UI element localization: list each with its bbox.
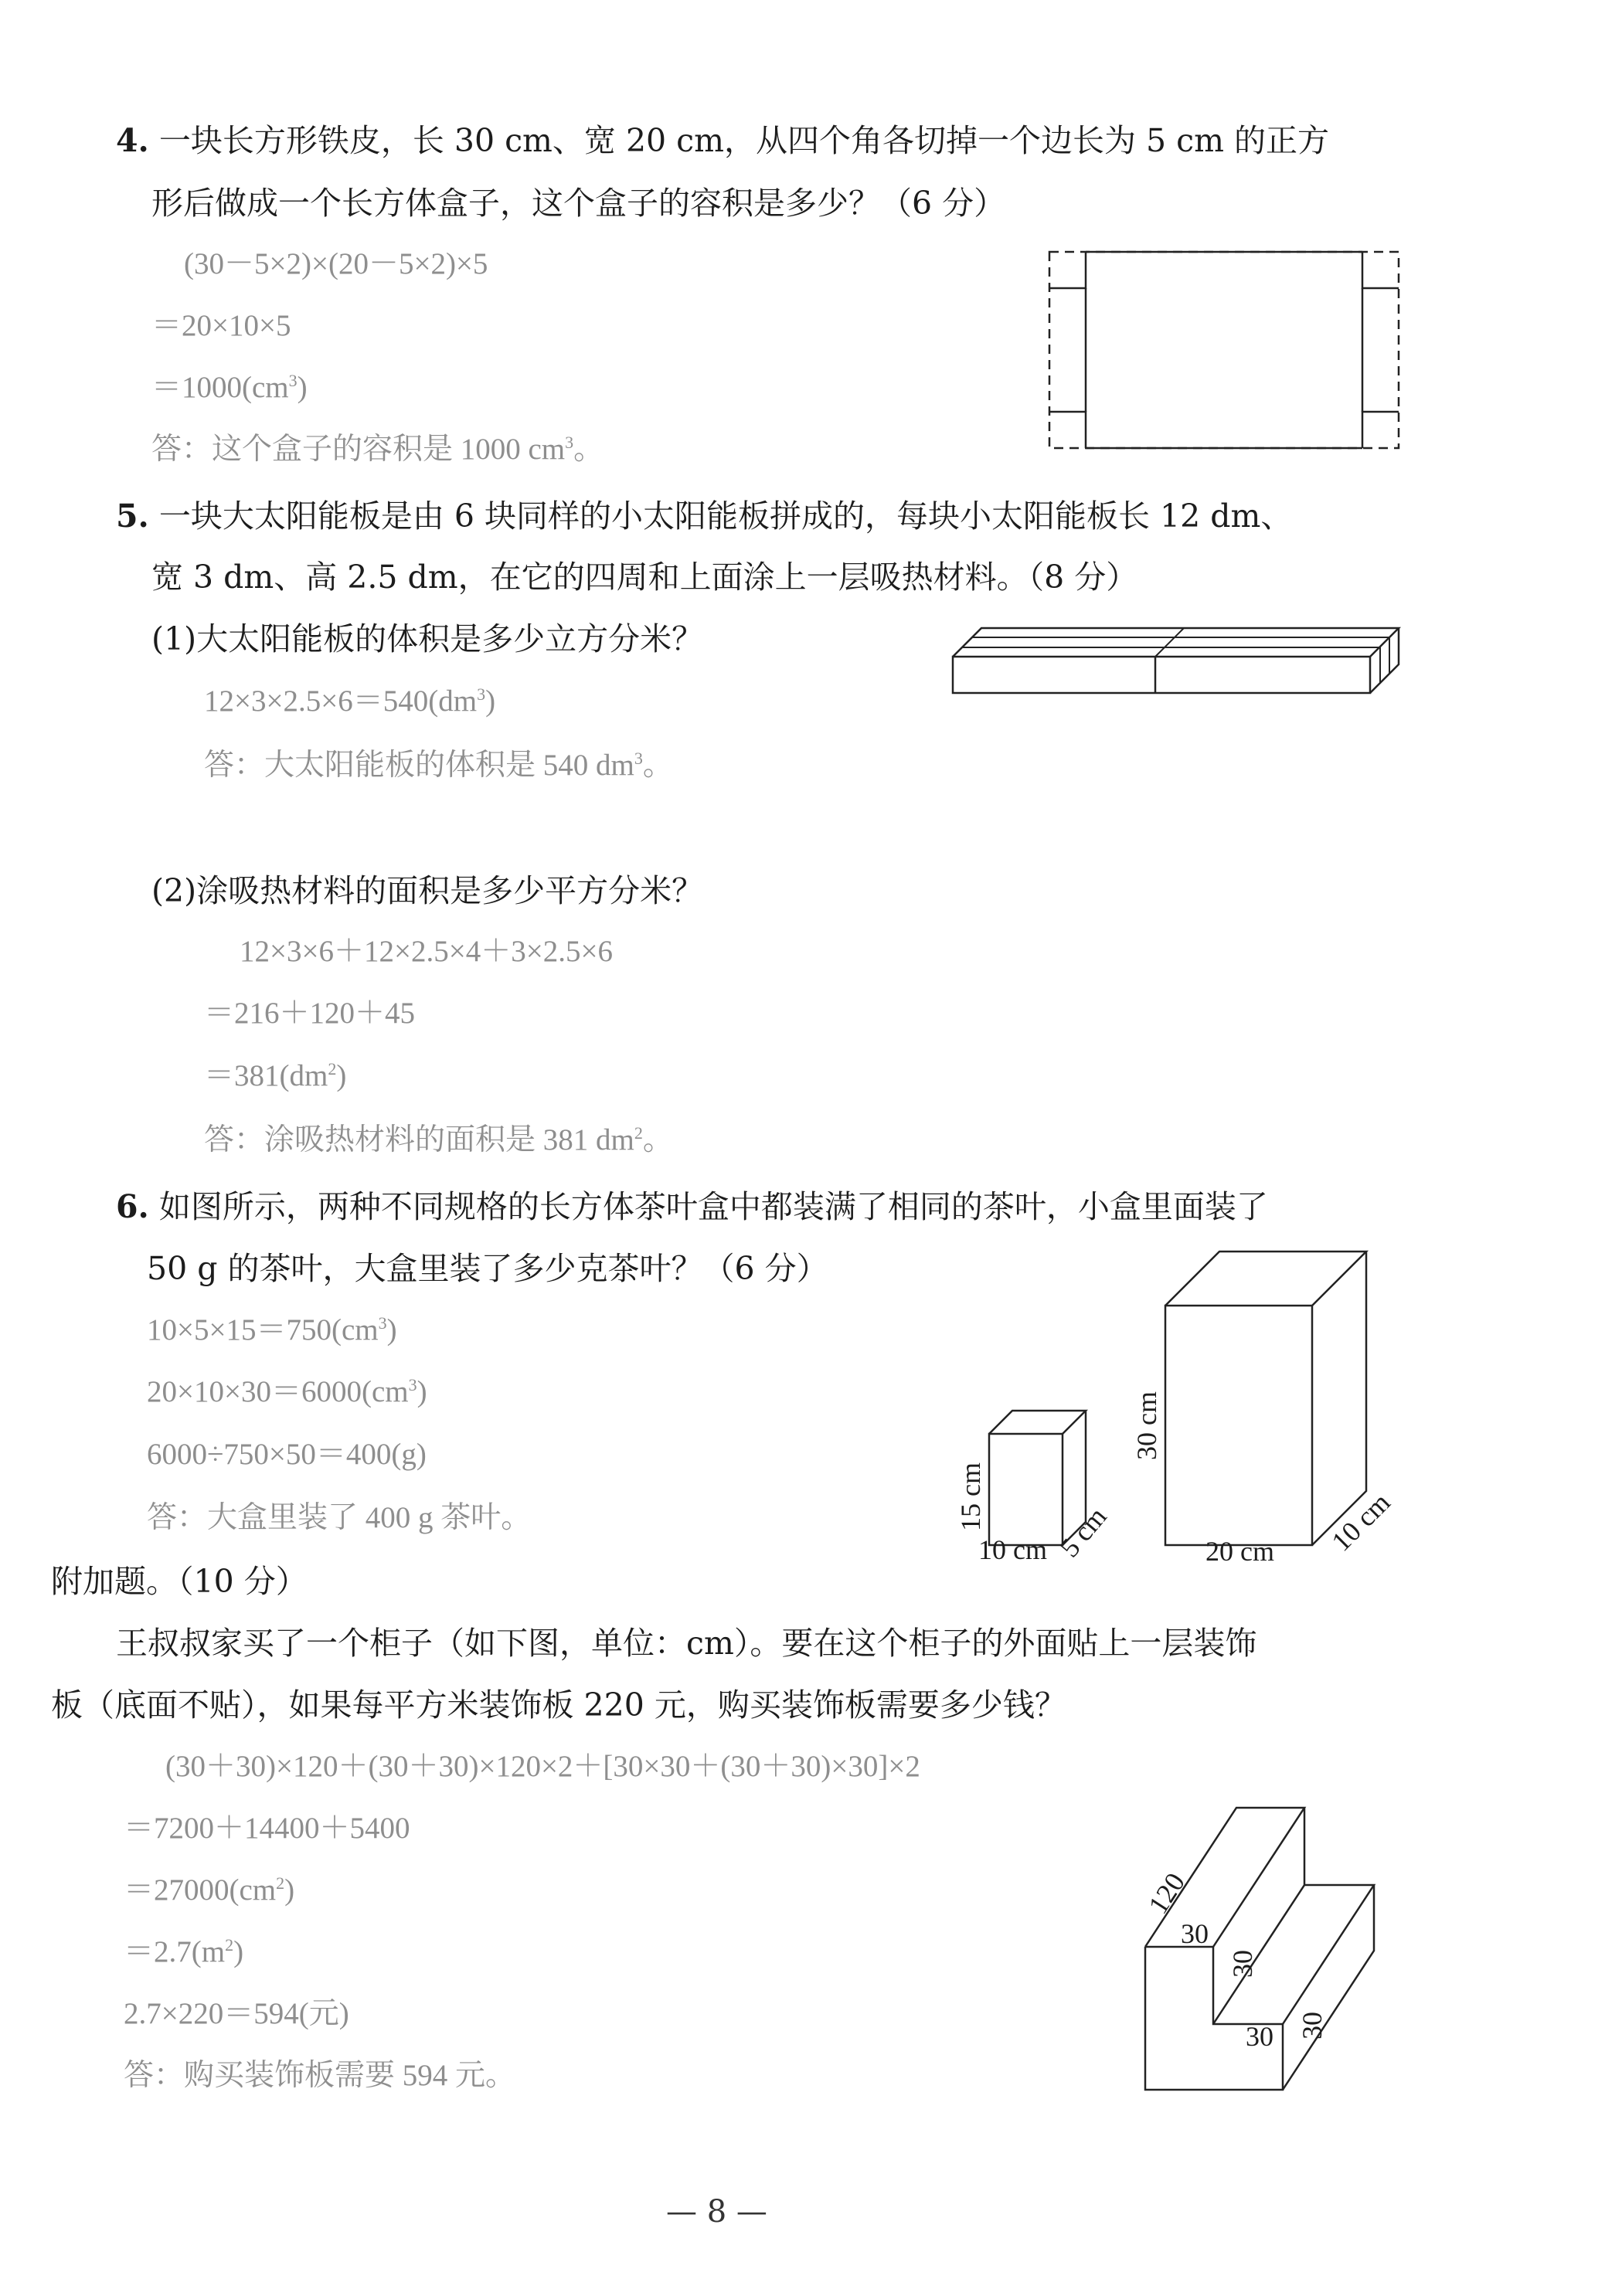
extra-heading: 附加题。（10 分） [51,1563,308,1600]
q4-sheet-figure [1043,246,1406,454]
extra-work-2: ＝7200＋14400＋5400 [124,1812,410,1845]
extra-line2: 板（底面不贴），如果每平方米装饰板 220 元，购买装饰板需要多少钱？ [51,1686,1066,1724]
q4-line2: 形后做成一个长方体盒子，这个盒子的容积是多少？（6 分） [151,185,1006,222]
big-box-length-label: 20 cm [1205,1536,1274,1567]
q5-line1 [116,497,1292,535]
extra-work-1: (30＋30)×120＋(30＋30)×120×2＋[30×30＋(30＋30)×30]×2 [165,1750,920,1783]
cabinet-depth-label: 120 [1142,1867,1192,1920]
q5-number: 5. [116,498,149,535]
q6-work-2: $20\times 10\times 30=6000(cm^3)$ [147,1375,427,1408]
page-number: — 8 — [666,2194,767,2230]
extra-answer: 答：购买装饰板需要 594 元。 [124,2059,516,2092]
big-box-width-label: 10 cm [1325,1486,1396,1557]
big-box-height-label: 30 cm [1131,1391,1162,1460]
extra-work-3: $=27000(cm^2)$ [124,1873,295,1907]
q6-text-1: 如图所示，两种不同规格的长方体茶叶盒中都装满了相同的茶叶，小盒里面装了 [158,1188,1268,1225]
q6-work-3: 6000÷750×50＝400(g) [147,1438,427,1471]
q4-line1 [116,121,1329,160]
q6-work-1: $10\times 5\times 15=750(cm^3)$ [147,1313,397,1347]
small-box-width-label: 5 cm [1053,1501,1113,1564]
q4-work-3: $=1000(cm^3)$ [151,371,308,404]
q6-line1 [116,1187,1268,1226]
q6-answer: 答：大盒里装了 400 g 茶叶。 [147,1501,532,1534]
q6-number: 6. [116,1188,149,1225]
q4-work-1: (30－5×2)×(20－5×2)×5 [184,247,488,280]
q5-sub2-work-3: $=381(dm^2)$ [204,1059,347,1092]
big-tea-box [1131,1252,1396,1567]
q5-sub2-work-1: 12×3×6＋12×2.5×4＋3×2.5×6 [240,935,613,968]
extra-line1: 王叔叔家买了一个柜子（如下图，单位：cm）。要在这个柜子的外面贴上一层装饰 [116,1625,1257,1662]
q6-tea-boxes-figure [950,1244,1414,1576]
small-box-height-label: 15 cm [955,1462,986,1531]
q5-sub2-answer: 答：涂吸热材料的面积是 381 $dm^2$。 [204,1123,673,1156]
q5-sub2-question: (2)涂吸热材料的面积是多少平方分米？ [151,872,704,909]
cabinet-low-height-label: 30 [1297,2012,1328,2040]
extra-cabinet-figure [1136,1800,1414,2097]
q4-number: 4. [116,122,149,159]
q5-line2: 宽 3 dm、高 2.5 dm，在它的四周和上面涂上一层吸热材料。（8 分） [151,559,1138,596]
small-tea-box [955,1411,1113,1565]
q5-sub2-work-2: ＝216＋120＋45 [204,997,416,1030]
q4-text-1: 一块长方形铁皮，长 30 cm、宽 20 cm，从四个角各切掉一个边长为 5 cm 的正方 [158,122,1330,159]
q4-work-2: ＝20×10×5 [151,309,291,342]
q5-solar-panel-figure [950,622,1406,699]
q5-sub1-question: (1)大太阳能板的体积是多少立方分米？ [151,620,704,657]
small-box-length-label: 10 cm [978,1534,1047,1565]
cabinet-low-width-label: 30 [1246,2021,1273,2052]
extra-work-4: $=2.7(m^2)$ [124,1935,244,1968]
q5-sub1-work: $12\times 3\times 2.5\times 6=540(dm^3)$ [204,684,496,718]
q5-sub1-answer: 答：大太阳能板的体积是 540 $dm^3$。 [204,749,673,782]
q5-text-1: 一块大太阳能板是由 6 块同样的小太阳能板拼成的，每块小太阳能板长 12 dm、 [158,498,1293,535]
q6-line2: 50 g 的茶叶，大盒里装了多少克茶叶？（6 分） [147,1250,828,1287]
cabinet-step-height-label: 30 [1227,1950,1258,1978]
q4-answer: 答：这个盒子的容积是 1000 $cm^3$。 [151,433,604,466]
cabinet-top-width-label: 30 [1181,1918,1209,1949]
extra-work-5: 2.7×220＝594(元) [124,1997,349,2030]
